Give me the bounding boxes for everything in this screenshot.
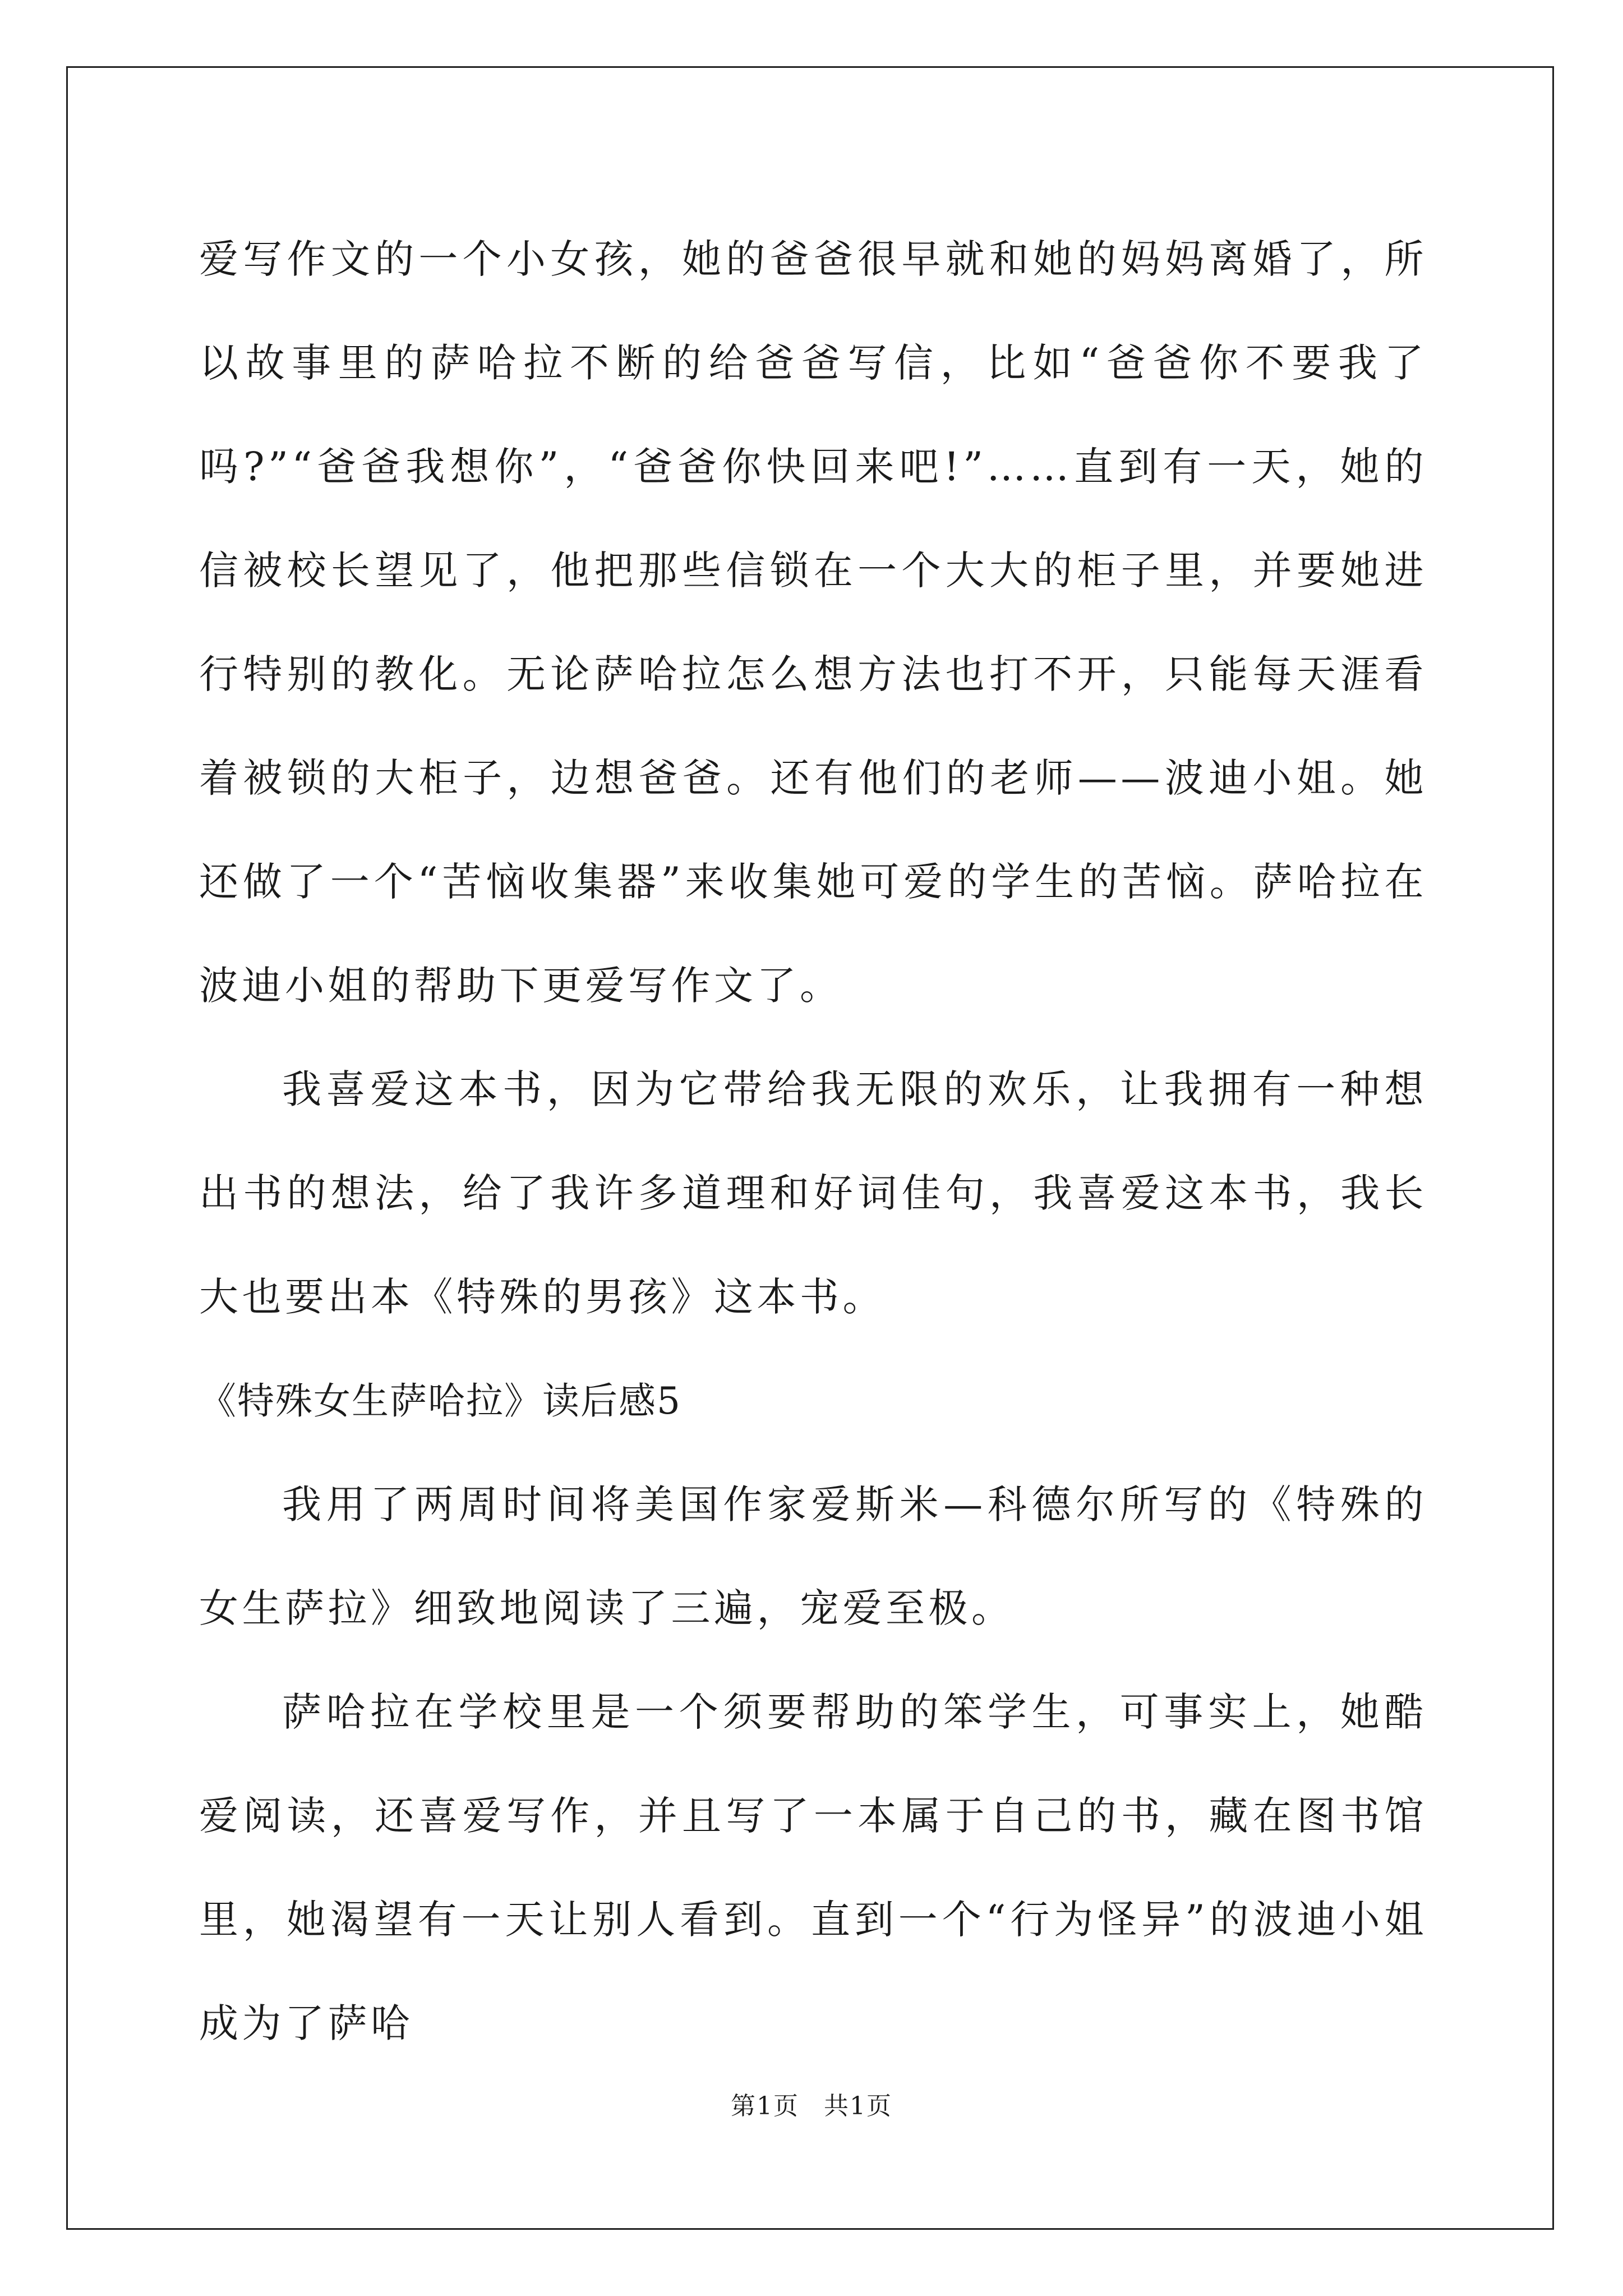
page-footer xyxy=(0,2090,1623,2123)
paragraph-3: 我用了两周时间将美国作家爱斯米—科德尔所写的《特殊的女生萨拉》细致地阅读了三遍，宠爱至极。 xyxy=(199,1481,1427,1631)
paragraph-2: 我喜爱这本书，因为它带给我无限的欢乐，让我拥有一种想出书的想法，给了我许多道理和好词佳句，我喜爱这本书，我长大也要出本《特殊的男孩》这本书。 xyxy=(199,1066,1427,1320)
section-heading: 《特殊女生萨哈拉》读后感5 xyxy=(199,1379,681,1423)
page-number-current: 第1页 xyxy=(731,2092,799,2120)
paragraph-4: 萨哈拉在学校里是一个须要帮助的笨学生，可事实上，她酷爱阅读，还喜爱写作，并且写了一本属于自己的书，藏在图书馆里，她渴望有一天让别人看到。直到一个“行为怪异”的波迪小姐成为了萨哈 xyxy=(199,1689,1427,2046)
paragraph-1: 爱写作文的一个小女孩，她的爸爸很早就和她的妈妈离婚了，所以故事里的萨哈拉不断的给爸爸写信，比如“爸爸你不要我了吗?”“爸爸我想你”，“爸爸你快回来吧!”……直到有一天，她的信被校长望见了，他把那些信锁在一个大大的柜子里，并要她进行特别的教化。无论萨哈拉怎么想方法也打不开，只能每天涯看着被锁的大柜子，边想爸爸。还有他们的老师——波迪小姐。她还做了一个“苦恼收集器”来收集她可爱的学生的苦恼。萨哈拉在波迪小姐的帮助下更爱写作文了。 xyxy=(199,236,1427,1009)
document-body xyxy=(199,208,1427,2076)
page-number-total: 共1页 xyxy=(824,2092,892,2120)
